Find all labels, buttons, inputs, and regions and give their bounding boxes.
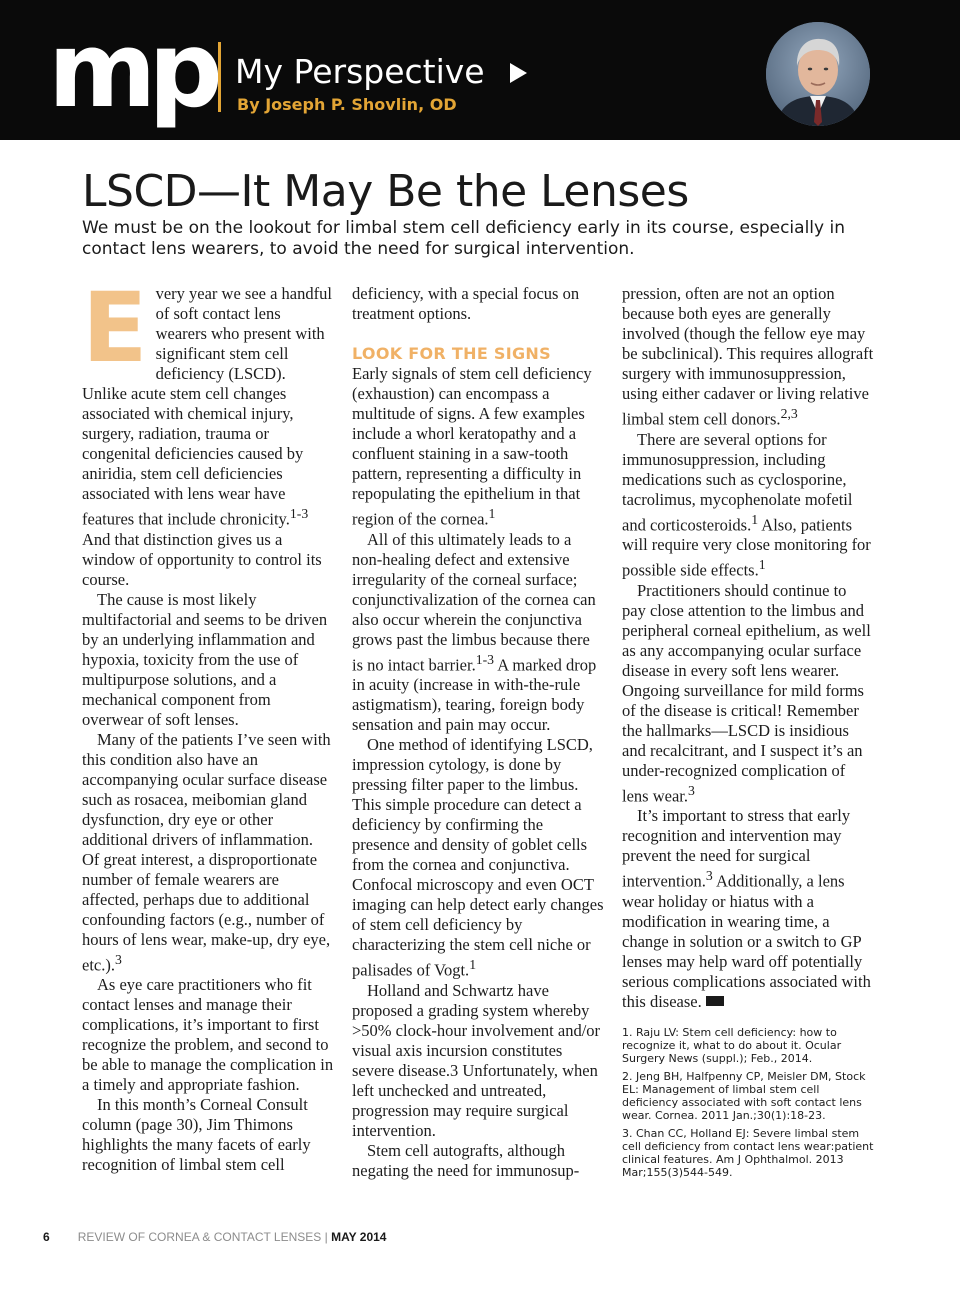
drop-cap: E xyxy=(82,272,148,384)
body-column-1 xyxy=(82,272,334,1175)
column-name: My Perspective xyxy=(235,52,485,91)
reference-item: 3. Chan CC, Holland EJ: Severe limbal stem cell deficiency from contact lens wear:patient clinical features. Am J Ophthalmol. 2013 Mar;155(3)544-549. xyxy=(622,1127,874,1179)
body-column-2 xyxy=(352,284,604,1181)
paragraph: As eye care practitioners who fit contact lenses and manage their complications, it’s important to first recognize the problem, and second to be able to manage the complication in a timely and appropriate fashion. xyxy=(82,975,334,1094)
page-footer xyxy=(43,1229,386,1245)
footer-separator: | xyxy=(321,1230,332,1244)
paragraph: All of this ultimately leads to a non-healing defect and extensive irregularity of the corneal surface; conjunctivalization of the cornea can also occur wherein the conjunctiva grows past the limbus because there is no intact barrier.$^{1-3}$ A marked drop in acuity (increase in with-the-rule astigmatism), tearing, foreign body sensation and pain may occur. xyxy=(352,529,597,734)
page-number: 6 xyxy=(43,1230,50,1244)
play-arrow-icon xyxy=(510,63,527,83)
portrait-icon xyxy=(766,22,870,126)
paragraph: The cause is most likely multifactorial and seems to be driven by an underlying inflammation and hypoxia, toxicity from the use of multipurpose solutions, and a mechanical component from overwear of soft lenses. xyxy=(82,589,328,729)
paragraph: Holland and Schwartz have proposed a grading system whereby >50% clock-hour involvement and/or visual axis incursion constitutes severe disease.3 Unfortunately, when left unchecked and untreated, progression may require surgical intervention. xyxy=(352,980,601,1140)
end-mark-icon xyxy=(706,996,724,1006)
paragraph: pression, often are not an option because both eyes are generally involved (though the fellow eye may be subclinical). This requires allograft surgery with immunosuppression, using either cadaver or living relative limbal stem cell donors.$^{2,3}$ xyxy=(622,284,874,429)
header-divider xyxy=(218,42,221,112)
issue-date: MAY 2014 xyxy=(331,1230,387,1244)
paragraph: deficiency, with a special focus on treatment options. xyxy=(352,284,580,323)
publication-name: REVIEW OF CORNEA & CONTACT LENSES xyxy=(77,1230,322,1244)
paragraph: Early signals of stem cell deficiency (exhaustion) can encompass a multitude of signs. A few examples include a whorl keratopathy and a confluent staining in a saw-tooth pattern, representing a difficulty in repopulating the epithelium in that region of the cornea.$^1$ xyxy=(352,364,592,529)
paragraph: In this month’s Corneal Consult column (page 30), Jim Thimons highlights the many facets of early recognition of limbal stem cell xyxy=(82,1095,311,1174)
body-column-3 xyxy=(622,284,874,1012)
article-deck: We must be on the lookout for limbal stem cell deficiency early in its course, especially in contact lens wearers, to avoid the need for surgical intervention. xyxy=(82,218,845,259)
paragraph: One method of identifying LSCD, impression cytology, is done by pressing filter paper to the limbus. This simple procedure can detect a deficiency by confirming the presence and density of goblet cells from the cornea and conjunctiva. Confocal microscopy and even OCT imaging can help detect early changes of stem cell deficiency by characterizing the stem cell niche or palisades of Vogt.$^1$ xyxy=(352,735,604,980)
paragraph: Practitioners should continue to pay close attention to the limbus and peripheral corneal epithelium, as well as any accompanying ocular surface disease in every soft lens wearer. Ongoing surveillance for mild forms of the disease is critical! Remember the hallmarks—LSCD is insidious and recalcitrant, and I suspect it’s an under-recognized complication of lens wear.$^3$ xyxy=(622,580,871,805)
paragraph: Stem cell autografts, although negating the need for immunosup- xyxy=(352,1140,580,1180)
byline: By Joseph P. Shovlin, OD xyxy=(237,95,457,114)
references-list xyxy=(622,1026,877,1184)
author-portrait xyxy=(766,22,870,126)
paragraph: Many of the patients I’ve seen with this condition also have an accompanying ocular surface disease such as rosacea, meibomian gland dysfunction, dry eye or other additional drivers of inflammation. Of great interest, a disproportionate number of female wearers are affected, perhaps due to additional confounding factors (e.g., number of hours of lens wear, make-up, dry eye, etc.).$^3$ xyxy=(82,729,331,974)
masthead xyxy=(0,0,960,140)
paragraph: There are several options for immunosuppression, including medications such as cyclosporine, tacrolimus, mycophenolate mofetil and corticosteroids.$^1$ Also, patients will require very close monitoring for possible side effects.$^1$ xyxy=(622,429,871,580)
mp-logo: mp xyxy=(48,9,215,131)
reference-item: 2. Jeng BH, Halfpenny CP, Meisler DM, Stock EL: Management of limbal stem cell deficiency associated with soft contact lens wear. Cornea. 2011 Jan.;30(1):18-23. xyxy=(622,1070,866,1122)
section-heading: LOOK FOR THE SIGNS xyxy=(352,344,551,363)
article-title: LSCD—It May Be the Lenses xyxy=(82,166,689,217)
paragraph: Every year we see a handful of soft contact lens wearers who present with significant stem cell deficiency (LSCD). Unlike acute stem cell changes associated with chemical injury, surgery, radiation, trauma or congenital deficiencies caused by aniridia, stem cell deficiencies associated with lens wear have features that include chronicity.$^{1-3}$ And that distinction gives us a window of opportunity to control its course. xyxy=(82,272,332,589)
paragraph: It’s important to stress that early recognition and intervention may prevent the need for surgical intervention.$^3$ Additionally, a lens wear holiday or hiatus with a modification in wearing time, a change in solution or a switch to GP lenses may help ward off potentially serious complications associated with this disease. xyxy=(622,806,871,1011)
reference-item: 1. Raju LV: Stem cell deficiency: how to recognize it, what to do about it. Ocular Surgery News (suppl.); Feb., 2014. xyxy=(622,1026,842,1065)
